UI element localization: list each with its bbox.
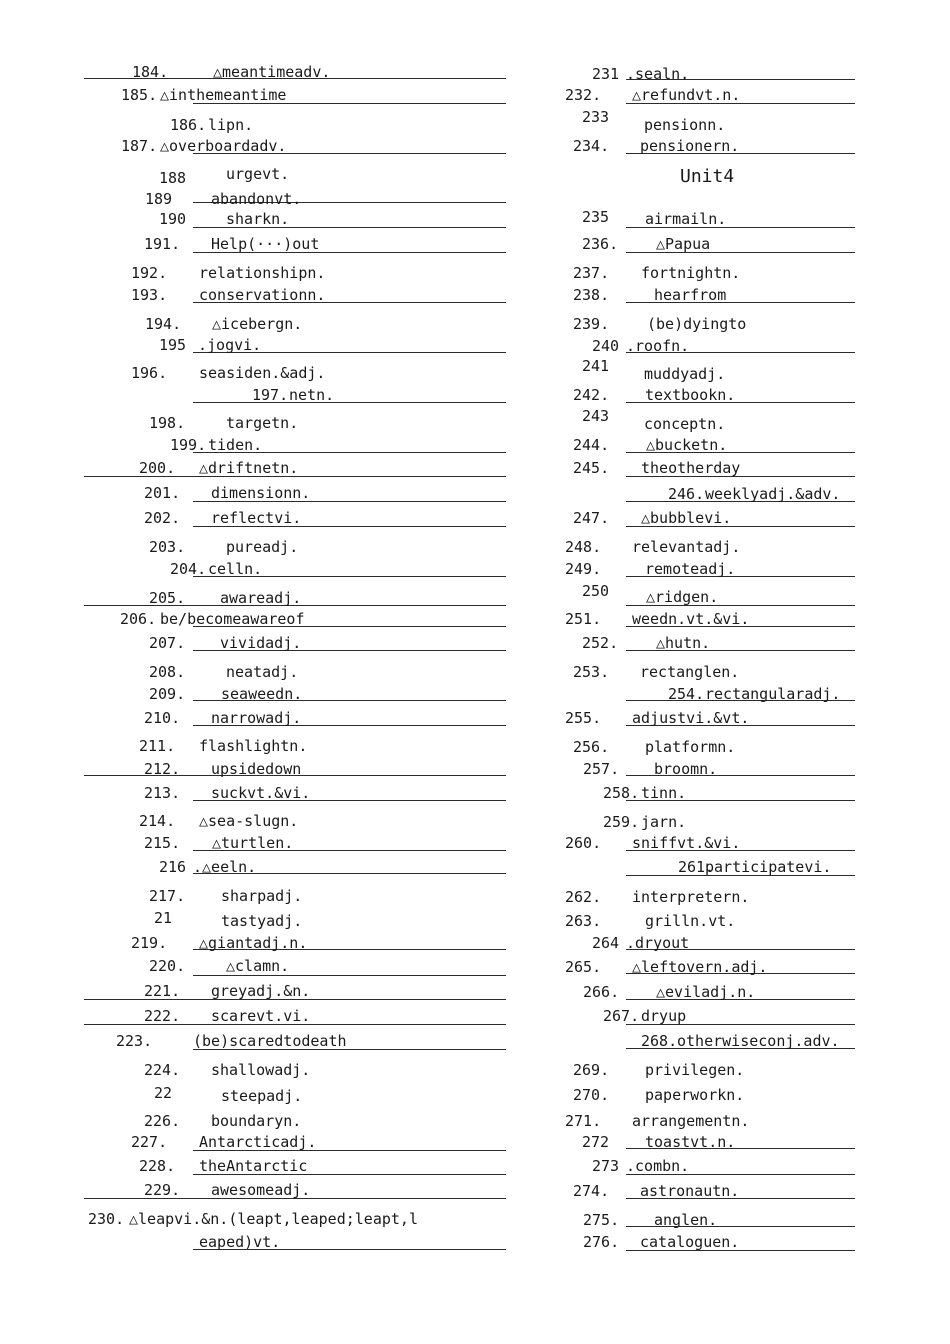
entry-number: 216 — [159, 858, 187, 876]
entry-number: 207. — [149, 634, 186, 652]
vocabulary-word: targetn. — [226, 414, 299, 432]
entry-number: 267. — [603, 1007, 640, 1025]
vocabulary-word: boundaryn. — [211, 1112, 302, 1130]
vocabulary-word: arrangementn. — [632, 1112, 750, 1130]
entry-number: 275. — [583, 1211, 620, 1229]
entry-number: 206. — [120, 610, 157, 628]
entry-number: 233 — [582, 108, 610, 126]
vocabulary-word: remoteadj. — [645, 560, 736, 578]
entry-number: 200. — [139, 459, 176, 477]
entry-number: 203. — [149, 538, 186, 556]
entry-number: 213. — [144, 784, 181, 802]
entry-number: 235 — [582, 208, 610, 226]
entry-number: 222. — [144, 1007, 181, 1025]
vocabulary-word: dryup — [641, 1007, 687, 1025]
vocabulary-word: be/becomeawareof — [160, 610, 305, 628]
vocabulary-word: pensionn. — [644, 116, 726, 134]
vocabulary-word: hearfrom — [654, 286, 727, 304]
vocabulary-word: upsidedown — [211, 760, 302, 778]
vocabulary-word: cataloguen. — [640, 1233, 740, 1251]
entry-number: 238. — [573, 286, 610, 304]
vocabulary-word: celln. — [208, 560, 263, 578]
vocabulary-word: anglen. — [654, 1211, 718, 1229]
entry-number: 187. — [121, 137, 158, 155]
entry-number: 234. — [573, 137, 610, 155]
entry-number: 274. — [573, 1182, 610, 1200]
vocabulary-word: otherwiseconj.adv. — [677, 1032, 840, 1050]
entry-number: 208. — [149, 663, 186, 681]
entry-number: 226. — [144, 1112, 181, 1130]
vocabulary-word: (be)scaredtodeath — [193, 1032, 347, 1050]
entry-number: 224. — [144, 1061, 181, 1079]
vocabulary-word: reflectvi. — [211, 509, 302, 527]
entry-number: 184. — [132, 63, 169, 81]
vocabulary-word: eaped)vt. — [199, 1233, 281, 1251]
vocabulary-word: .dryout — [626, 934, 690, 952]
entry-number: 193. — [131, 286, 168, 304]
entry-number: 271. — [565, 1112, 602, 1130]
entry-number: 22 — [154, 1084, 173, 1102]
vocabulary-word: jarn. — [641, 813, 687, 831]
entry-number: 266. — [583, 983, 620, 1001]
vocabulary-word: △bucketn. — [646, 436, 728, 454]
vocabulary-word: △leftovern.adj. — [632, 958, 768, 976]
entry-number: 219. — [131, 934, 168, 952]
vocabulary-word: urgevt. — [226, 165, 290, 183]
vocabulary-word: tinn. — [641, 784, 687, 802]
entry-number: 237. — [573, 264, 610, 282]
vocabulary-word: astronautn. — [640, 1182, 740, 1200]
vocabulary-word: rectanglen. — [640, 663, 740, 681]
entry-number: 229. — [144, 1181, 181, 1199]
vocabulary-word: (be)dyingto — [647, 315, 747, 333]
entry-number: 192. — [131, 264, 168, 282]
entry-number: 220. — [149, 957, 186, 975]
entry-number: 228. — [139, 1157, 176, 1175]
entry-number: 198. — [149, 414, 186, 432]
vocabulary-word: sharpadj. — [221, 887, 303, 905]
vocabulary-word: .jogvi. — [198, 336, 262, 354]
entry-number: 227. — [131, 1133, 168, 1151]
vocabulary-word: .roofn. — [626, 337, 690, 355]
vocabulary-word: △hutn. — [656, 634, 711, 652]
vocabulary-word: seasiden.&adj. — [199, 364, 326, 382]
entry-number: 254. — [668, 685, 705, 703]
entry-number: 257. — [583, 760, 620, 778]
entry-number: 255. — [565, 709, 602, 727]
vocabulary-word: △giantadj.n. — [199, 934, 308, 952]
entry-number: 205. — [149, 589, 186, 607]
entry-number: 209. — [149, 685, 186, 703]
vocabulary-word: △eviladj.n. — [656, 983, 756, 1001]
vocabulary-word: theAntarctic — [199, 1157, 308, 1175]
vocabulary-word: airmailn. — [645, 210, 727, 228]
vocabulary-word: abandonvt. — [211, 190, 302, 208]
vocabulary-word: awesomeadj. — [211, 1181, 311, 1199]
entry-number: 215. — [144, 834, 181, 852]
entry-number: 258. — [603, 784, 640, 802]
entry-number: 214. — [139, 812, 176, 830]
entry-number: 270. — [573, 1086, 610, 1104]
vocabulary-word: .△eeln. — [193, 858, 257, 876]
entry-number: 191. — [144, 235, 181, 253]
entry-number: 223. — [116, 1032, 153, 1050]
vocabulary-word: △bubblevi. — [641, 509, 732, 527]
entry-number: 201. — [144, 484, 181, 502]
vocabulary-word: weedn.vt.&vi. — [632, 610, 750, 628]
entry-number: 243 — [582, 407, 610, 425]
vocabulary-word: vividadj. — [220, 634, 302, 652]
entry-number: 211. — [139, 737, 176, 755]
entry-number: 195 — [159, 336, 187, 354]
entry-number: 239. — [573, 315, 610, 333]
vocabulary-word: neatadj. — [226, 663, 299, 681]
entry-number: 250 — [582, 582, 610, 600]
entry-number: 268. — [641, 1032, 678, 1050]
entry-number: 244. — [573, 436, 610, 454]
vocabulary-word: netn. — [289, 386, 335, 404]
entry-number: 247. — [573, 509, 610, 527]
entry-number: 246. — [668, 485, 705, 503]
vocabulary-word: sniffvt.&vi. — [632, 834, 741, 852]
vocabulary-word: △leapvi.&n.(leapt,leaped;leapt,l — [129, 1210, 418, 1228]
entry-number: 240 — [592, 337, 620, 355]
vocabulary-word: muddyadj. — [644, 365, 726, 383]
vocabulary-word: △inthemeantime — [160, 86, 287, 104]
entry-number: 197. — [252, 386, 289, 404]
vocabulary-word: △driftnetn. — [199, 459, 299, 477]
vocabulary-word: dimensionn. — [211, 484, 311, 502]
vocabulary-word: Antarcticadj. — [199, 1133, 317, 1151]
vocabulary-word: rectangularadj. — [705, 685, 841, 703]
entry-number: 221. — [144, 982, 181, 1000]
answer-underline — [193, 975, 506, 976]
vocabulary-word: narrowadj. — [211, 709, 302, 727]
entry-number: 204. — [170, 560, 207, 578]
entry-number: 251. — [565, 610, 602, 628]
entry-number: 269. — [573, 1061, 610, 1079]
entry-number: 249. — [565, 560, 602, 578]
vocabulary-word: tiden. — [208, 436, 263, 454]
vocabulary-word: .sealn. — [626, 65, 690, 83]
entry-number: 217. — [149, 887, 186, 905]
entry-number: 256. — [573, 738, 610, 756]
entry-number: 232. — [565, 86, 602, 104]
entry-number: 265. — [565, 958, 602, 976]
entry-number: 190 — [159, 210, 187, 228]
entry-number: 199. — [170, 436, 207, 454]
entry-number: 272 — [582, 1133, 610, 1151]
vocabulary-word: scarevt.vi. — [211, 1007, 311, 1025]
vocabulary-word: steepadj. — [221, 1087, 303, 1105]
vocabulary-word: .combn. — [626, 1157, 690, 1175]
vocabulary-word: adjustvi.&vt. — [632, 709, 750, 727]
entry-number: 273 — [592, 1157, 620, 1175]
vocabulary-word: △meantimeadv. — [213, 63, 331, 81]
entry-number: 276. — [583, 1233, 620, 1251]
entry-number: 260. — [565, 834, 602, 852]
vocabulary-word: tastyadj. — [221, 912, 303, 930]
answer-underline — [193, 402, 506, 403]
vocabulary-word: platformn. — [645, 738, 736, 756]
entry-number: 242. — [573, 386, 610, 404]
vocabulary-word: relationshipn. — [199, 264, 326, 282]
vocabulary-word: conservationn. — [199, 286, 326, 304]
vocabulary-word: △turtlen. — [212, 834, 294, 852]
vocabulary-word: interpretern. — [632, 888, 750, 906]
vocabulary-word: participatevi. — [705, 858, 832, 876]
entry-number: 202. — [144, 509, 181, 527]
vocabulary-word: privilegen. — [645, 1061, 745, 1079]
vocabulary-word: △sea-slugn. — [199, 812, 299, 830]
entry-number: 230. — [88, 1210, 125, 1228]
vocabulary-word: flashlightn. — [199, 737, 308, 755]
vocabulary-word: awareadj. — [220, 589, 302, 607]
vocabulary-word: lipn. — [208, 116, 254, 134]
unit-heading: Unit4 — [680, 166, 735, 187]
vocabulary-word: shallowadj. — [211, 1061, 311, 1079]
vocabulary-word: seaweedn. — [221, 685, 303, 703]
entry-number: 194. — [145, 315, 182, 333]
entry-number: 189 — [145, 190, 173, 208]
vocabulary-word: grilln.vt. — [645, 912, 736, 930]
entry-number: 248. — [565, 538, 602, 556]
entry-number: 236. — [582, 235, 619, 253]
vocabulary-word: Help(···)out — [211, 235, 320, 253]
entry-number: 263. — [565, 912, 602, 930]
vocabulary-word: toastvt.n. — [645, 1133, 736, 1151]
vocabulary-word: △overboardadv. — [160, 137, 287, 155]
vocabulary-word: △icebergn. — [212, 315, 303, 333]
vocabulary-word: △Papua — [656, 235, 711, 253]
vocabulary-word: pensionern. — [640, 137, 740, 155]
vocabulary-word: relevantadj. — [632, 538, 741, 556]
entry-number: 188 — [159, 169, 187, 187]
vocabulary-word: greyadj.&n. — [211, 982, 311, 1000]
vocabulary-word: △ridgen. — [646, 588, 719, 606]
vocabulary-word: conceptn. — [644, 415, 726, 433]
vocabulary-word: △clamn. — [226, 957, 290, 975]
entry-number: 231 — [592, 65, 620, 83]
entry-number: 241 — [582, 357, 610, 375]
vocabulary-word: theotherday — [641, 459, 741, 477]
entry-number: 185. — [121, 86, 158, 104]
vocabulary-word: broomn. — [654, 760, 718, 778]
entry-number: 252. — [582, 634, 619, 652]
vocabulary-word: paperworkn. — [645, 1086, 745, 1104]
entry-number: 196. — [131, 364, 168, 382]
entry-number: 261. — [678, 858, 715, 876]
vocabulary-word: △refundvt.n. — [632, 86, 741, 104]
entry-number: 245. — [573, 459, 610, 477]
entry-number: 212. — [144, 760, 181, 778]
vocabulary-word: weeklyadj.&adv. — [705, 485, 841, 503]
vocabulary-word: pureadj. — [226, 538, 299, 556]
vocabulary-word: textbookn. — [645, 386, 736, 404]
entry-number: 210. — [144, 709, 181, 727]
vocabulary-word: suckvt.&vi. — [211, 784, 311, 802]
vocabulary-word: fortnightn. — [641, 264, 741, 282]
entry-number: 21 — [154, 909, 173, 927]
entry-number: 253. — [573, 663, 610, 681]
entry-number: 186. — [170, 116, 207, 134]
vocabulary-word: sharkn. — [226, 210, 290, 228]
entry-number: 259. — [603, 813, 640, 831]
entry-number: 262. — [565, 888, 602, 906]
entry-number: 264 — [592, 934, 620, 952]
